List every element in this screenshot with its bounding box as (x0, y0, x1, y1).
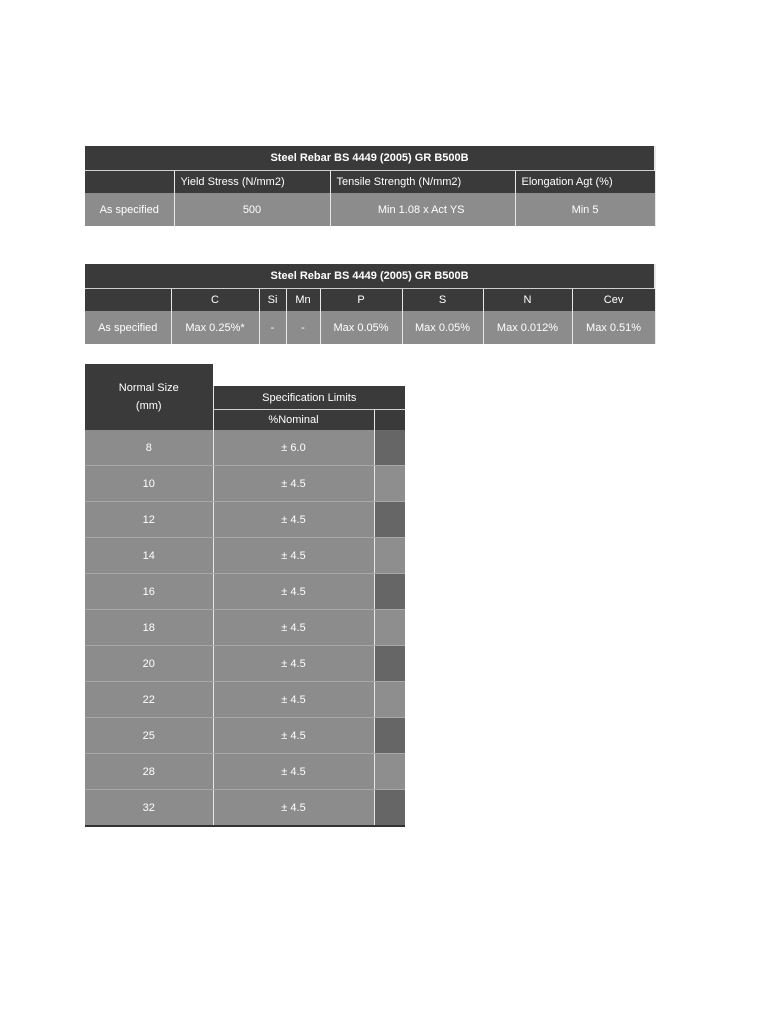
row-limit: ± 6.0 (213, 430, 374, 466)
row-swatch (374, 718, 405, 754)
row-swatch (374, 502, 405, 538)
row-limit: ± 4.5 (213, 646, 374, 682)
chemical-composition-table (85, 264, 656, 344)
table1-tensile-value: Min 1.08 x Act YS (330, 193, 515, 226)
table2-s-value: Max 0.05% (402, 311, 483, 344)
row-size: 32 (85, 790, 213, 827)
table2-header-blank (85, 289, 171, 312)
row-swatch (374, 574, 405, 610)
table2-cev-value: Max 0.51% (572, 311, 655, 344)
table-row (85, 502, 405, 538)
table1-header-elongation: Elongation Agt (%) (515, 171, 655, 194)
table1-yield-value: 500 (174, 193, 330, 226)
table2-header-si: Si (259, 289, 286, 312)
table1-header-yield: Yield Stress (N/mm2) (174, 171, 330, 194)
table1-header-blank (85, 171, 174, 194)
nominal-header: %Nominal (213, 409, 374, 430)
table2-mn-value: - (286, 311, 320, 344)
table1-title: Steel Rebar BS 4449 (2005) GR B500B (85, 146, 655, 171)
table-row (85, 790, 405, 827)
nominal-header-blank (374, 409, 405, 430)
table-row (85, 682, 405, 718)
row-limit: ± 4.5 (213, 682, 374, 718)
row-limit: ± 4.5 (213, 502, 374, 538)
table-row (85, 718, 405, 754)
mechanical-properties-table (85, 146, 656, 226)
table2-header-mn: Mn (286, 289, 320, 312)
row-swatch (374, 682, 405, 718)
row-limit: ± 4.5 (213, 610, 374, 646)
table2-c-value: Max 0.25%* (171, 311, 259, 344)
table2-si-value: - (259, 311, 286, 344)
table2-header-n: N (483, 289, 572, 312)
table-row (85, 610, 405, 646)
row-limit: ± 4.5 (213, 466, 374, 502)
table-row (85, 754, 405, 790)
table-row (85, 574, 405, 610)
row-size: 28 (85, 754, 213, 790)
row-limit: ± 4.5 (213, 538, 374, 574)
row-size: 10 (85, 466, 213, 502)
size-header (85, 364, 213, 430)
row-swatch (374, 538, 405, 574)
table-row (85, 538, 405, 574)
row-size: 25 (85, 718, 213, 754)
row-size: 8 (85, 430, 213, 466)
row-size: 12 (85, 502, 213, 538)
size-header-line1: Normal Size (118, 382, 179, 394)
table2-header-c: C (171, 289, 259, 312)
header-spacer (213, 364, 405, 386)
table-row (85, 430, 405, 466)
table2-p-value: Max 0.05% (320, 311, 402, 344)
row-swatch (374, 430, 405, 466)
row-size: 20 (85, 646, 213, 682)
table1-elongation-value: Min 5 (515, 193, 655, 226)
spec-limits-header: Specification Limits (213, 386, 405, 409)
size-header-line2: (mm) (135, 400, 162, 412)
row-size: 16 (85, 574, 213, 610)
table2-row-label: As specified (98, 321, 158, 334)
row-limit: ± 4.5 (213, 718, 374, 754)
row-swatch (374, 646, 405, 682)
row-swatch (374, 754, 405, 790)
row-limit: ± 4.5 (213, 754, 374, 790)
table1-header-tensile: Tensile Strength (N/mm2) (330, 171, 515, 194)
row-limit: ± 4.5 (213, 574, 374, 610)
table-row (85, 466, 405, 502)
table2-header-p: P (320, 289, 402, 312)
row-swatch (374, 790, 405, 827)
table2-header-cev: Cev (572, 289, 655, 312)
row-swatch (374, 466, 405, 502)
table1-row-label: As specified (99, 203, 159, 216)
row-swatch (374, 610, 405, 646)
table2-n-value: Max 0.012% (483, 311, 572, 344)
row-limit: ± 4.5 (213, 790, 374, 827)
row-size: 14 (85, 538, 213, 574)
size-tolerance-table (85, 364, 405, 827)
table2-title: Steel Rebar BS 4449 (2005) GR B500B (85, 264, 655, 289)
table2-header-s: S (402, 289, 483, 312)
row-size: 18 (85, 610, 213, 646)
table-row (85, 646, 405, 682)
row-size: 22 (85, 682, 213, 718)
